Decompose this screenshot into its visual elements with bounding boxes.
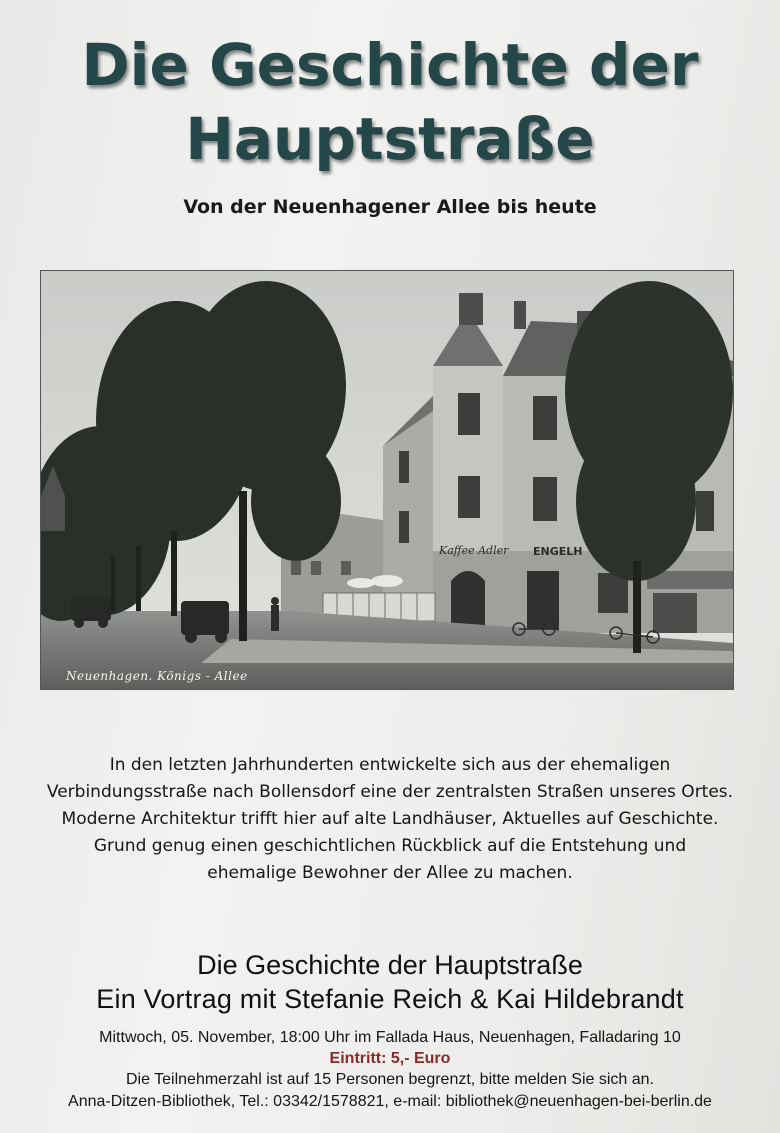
- shop-sign: ENGELH: [533, 545, 583, 558]
- event-title-line-1: Die Geschichte der Hauptstraße: [197, 950, 583, 980]
- poster-title: [0, 28, 780, 176]
- poster-title-line-2: Hauptstraße: [185, 105, 595, 173]
- intro-paragraph: [30, 752, 750, 887]
- historic-street-photo: [40, 270, 734, 690]
- intro-line: Grund genug einen geschichtlichen Rückblick auf die Entstehung und: [93, 836, 687, 856]
- cafe-sign: Kaffee Adler: [439, 544, 509, 557]
- contact-info: Anna-Ditzen-Bibliothek, Tel.: 03342/1578821, e-mail: bibliothek@neuenhagen-bei-berlin.de: [68, 1093, 712, 1110]
- intro-line: Verbindungsstraße nach Bollensdorf eine der zentralsten Straßen unseres Ortes.: [46, 782, 734, 802]
- intro-line: In den letzten Jahrhunderten entwickelte sich aus der ehemaligen: [109, 755, 671, 775]
- event-title-line-2: Ein Vortrag mit Stefanie Reich & Kai Hildebrandt: [96, 984, 684, 1014]
- poster-subtitle: Von der Neuenhagener Allee bis heute: [183, 196, 597, 218]
- poster-title-line-1: Die Geschichte der: [81, 31, 699, 99]
- registration-note: Die Teilnehmerzahl ist auf 15 Personen begrenzt, bitte melden Sie sich an.: [125, 1071, 654, 1088]
- event-date-location: Mittwoch, 05. November, 18:00 Uhr im Fallada Haus, Neuenhagen, Falladaring 10: [99, 1029, 681, 1046]
- historic-street-illustration: [41, 271, 733, 689]
- photo-caption: Neuenhagen. Königs - Allee: [66, 669, 248, 683]
- pedestrian: [271, 597, 279, 631]
- intro-line: ehemalige Bewohner der Allee zu machen.: [207, 863, 573, 883]
- admission-price: Eintritt: 5,- Euro: [329, 1050, 451, 1067]
- intro-line: Moderne Architektur trifft hier auf alte Landhäuser, Aktuelles auf Geschichte.: [61, 809, 719, 829]
- event-title: [0, 948, 780, 1016]
- event-details: [0, 1027, 780, 1113]
